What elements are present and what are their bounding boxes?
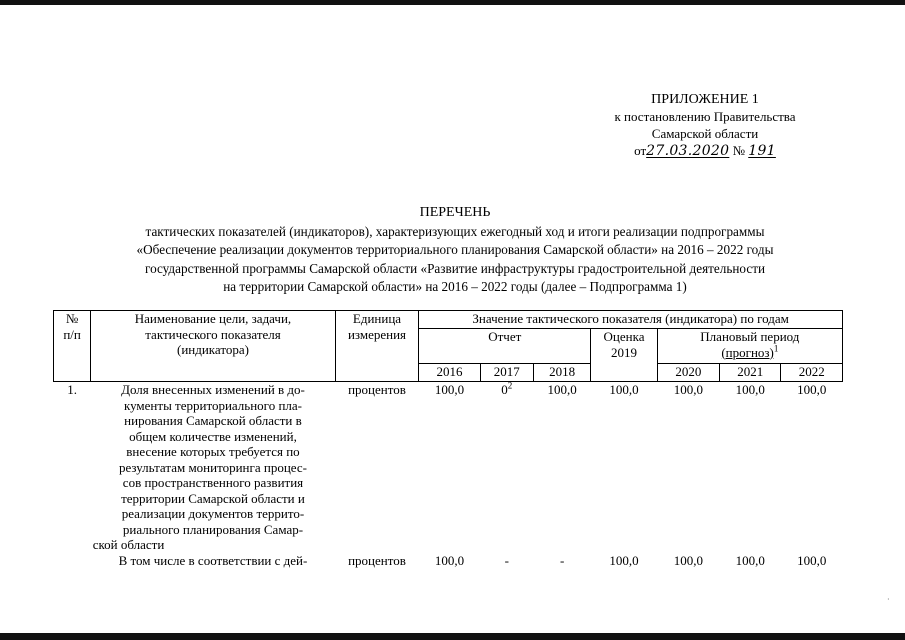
- title-heading: ПЕРЕЧЕНЬ: [419, 205, 491, 220]
- header-plan-period: Плановый период (прогноз)$^1$: [657, 329, 842, 364]
- scan-top-edge: [0, 0, 905, 5]
- header-year-2018: 2018: [533, 364, 590, 382]
- value-2019: 100,0: [609, 382, 639, 397]
- handwritten-number: 191: [748, 143, 776, 159]
- value-2018: 100,0: [547, 382, 577, 397]
- appendix-heading: ПРИЛОЖЕНИЕ 1: [651, 92, 759, 107]
- header-values-title: Значение тактического показателя (индикатора) по годам: [419, 311, 843, 329]
- scan-speck: ·: [887, 595, 890, 604]
- appendix-date-line: [540, 142, 870, 160]
- value-2022: 100,0: [797, 552, 827, 568]
- row-unit: процентов: [348, 382, 406, 397]
- header-name: Наименование цели, задачи, тактического показателя (индикатора): [91, 311, 336, 382]
- indicators-table: [53, 310, 843, 568]
- title-line-1: тактических показателей (индикаторов), характеризующих ежегодный ход и итоги реализации подпрограммы: [145, 223, 765, 239]
- header-year-2016: 2016: [419, 364, 480, 382]
- value-2018: -: [559, 552, 565, 568]
- row-name: Доля внесенных изменений в до- кументы территориального пла- нирования Самарской области в общем количестве изменений, внесение которых требуется по результатам мониторинга процес- сов пространственного развития территории Самарской области и реализации документов террито- риального планирования Самар- ской области: [92, 382, 307, 552]
- value-2021: 100,0: [735, 382, 765, 397]
- header-year-2021: 2021: [720, 364, 781, 382]
- value-2020: 100,0: [673, 552, 704, 568]
- header-unit: Единица измерения: [335, 311, 419, 382]
- value-2016: 100,0: [434, 382, 465, 397]
- header-number: № п/п: [54, 311, 91, 382]
- header-report: Отчет: [419, 329, 591, 364]
- value-2022: 100,0: [797, 382, 827, 397]
- header-year-2017: 2017: [480, 364, 533, 382]
- table-row: [54, 553, 843, 569]
- date-prefix: от: [634, 143, 647, 158]
- appendix-block: [540, 91, 870, 160]
- table-row: [54, 382, 843, 553]
- document-title: [60, 204, 850, 297]
- value-2019: 100,0: [609, 552, 639, 568]
- title-line-3: государственной программы Самарской области «Развитие инфраструктуры градостроительной деятельности: [144, 260, 766, 276]
- handwritten-date: 27.03.2020: [646, 143, 730, 159]
- title-line-2: «Обеспечение реализации документов территориального планирования Самарской области» на 2016 – 2022 годы: [136, 242, 774, 257]
- header-estimate: Оценка 2019: [591, 329, 657, 382]
- row-number: [54, 553, 91, 569]
- value-2017: -: [504, 552, 509, 568]
- header-year-2020: 2020: [657, 364, 719, 382]
- value-2017-footnote: 2: [507, 380, 513, 391]
- value-2020: 100,0: [673, 382, 704, 397]
- row-unit: процентов: [348, 552, 406, 568]
- value-2021: 100,0: [735, 552, 765, 568]
- scan-bottom-edge: [0, 633, 905, 640]
- plan-footnote: 1: [773, 343, 779, 354]
- header-year-2022: 2022: [781, 364, 843, 382]
- row-name: В том числе в соответствии с дей-: [118, 552, 308, 568]
- value-2016: 100,0: [434, 552, 465, 568]
- title-line-4: на территории Самарской области» на 2016 – 2022 годы (далее – Подпрограмма 1): [223, 279, 687, 294]
- number-sign: №: [732, 143, 745, 158]
- row-number: 1.: [67, 382, 77, 397]
- appendix-line-2: Самарской области: [651, 126, 759, 141]
- value-2017: $0^2$: [501, 380, 513, 397]
- appendix-line-1: к постановлению Правительства: [614, 109, 796, 124]
